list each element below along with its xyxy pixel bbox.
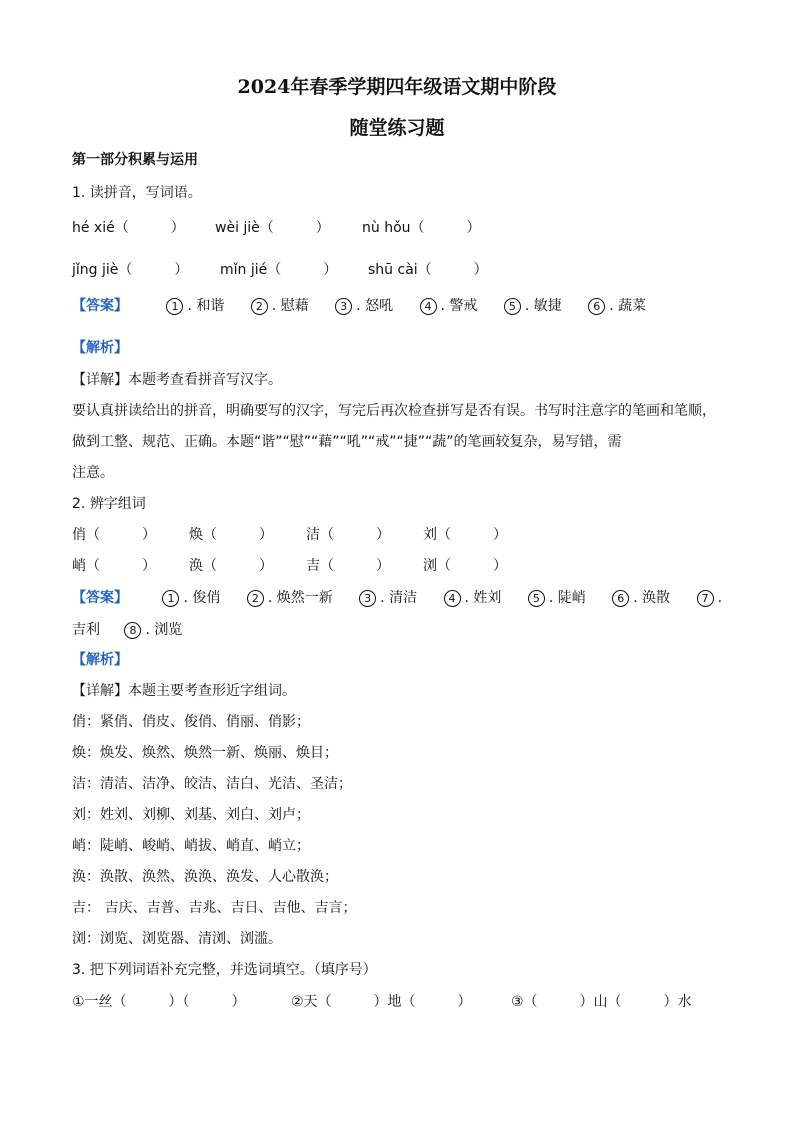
q2-item-line: 俏：紧俏、俏皮、俊俏、俏丽、俏影；: [72, 714, 310, 730]
q2-answer-line-cont: [72, 620, 182, 640]
analysis-tag: 【解析】: [72, 652, 128, 668]
q2-item-line: 吉： 吉庆、吉普、吉兆、吉日、吉他、吉言；: [72, 900, 357, 916]
q2-item-line: 峭：陡峭、峻峭、峭拔、峭直、峭立；: [72, 838, 310, 854]
q2-row-2: [72, 556, 507, 576]
q2-item-line: 浏：浏览、浏览器、清浏、浏滥。: [72, 931, 282, 947]
q1-detail: 【详解】本题考查看拼音写汉字。: [72, 372, 282, 388]
q1-item: shū cài（ ）: [368, 262, 488, 278]
q1-pinyin-row-1: [72, 218, 481, 238]
answer-item: 5 . 敏捷: [504, 298, 562, 314]
answer-item: 2 . 慰藉: [251, 298, 309, 314]
q1-item: jǐng jiè（ ）: [72, 262, 189, 278]
q2-item: 刘（ ）: [423, 527, 507, 543]
answer-item: 8 . 浏览: [124, 622, 182, 638]
q1-item: mǐn jié（ ）: [220, 262, 338, 278]
answer-item: 5 . 陡峭: [528, 590, 586, 606]
answer-tag: 【答案】: [72, 590, 128, 606]
q2-answer-line: [72, 588, 722, 608]
answer-tag: 【答案】: [72, 298, 128, 314]
q1-pinyin-row-2: [72, 260, 488, 280]
q2-detail: 【详解】本题主要考查形近字组词。: [72, 683, 296, 699]
q1-explain-2: 做到工整、规范、正确。本题“谐”“慰”“藉”“吼”“戒”“捷”“蔬”的笔画较复杂，易写错，需: [72, 434, 622, 450]
q1-item: nù hǒu（ ）: [362, 220, 481, 236]
q3-item: ①一丝（ ）（ ）: [72, 994, 246, 1010]
answer-item: 4 . 姓刘: [444, 590, 502, 606]
answer-item: 4 . 警戒: [420, 298, 478, 314]
q1-explain-3: 注意。: [72, 465, 114, 481]
answer-item: 6 . 蔬菜: [588, 298, 646, 314]
q3-item: ②天（ ）地（ ）: [291, 994, 472, 1010]
answer-item: 1 . 俊俏: [162, 590, 220, 606]
answer-item: 2 . 焕然一新: [247, 590, 333, 606]
q2-item: 涣（ ）: [189, 558, 273, 574]
answer-item: 3 . 怒吼: [335, 298, 393, 314]
q3-prompt: 3. 把下列词语补充完整，并选词填空。（填序号）: [72, 962, 377, 978]
q2-item-line: 涣：涣散、涣然、涣涣、涣发、人心散涣；: [72, 869, 338, 885]
q3-row: [72, 992, 692, 1012]
answer-item: 3 . 清洁: [359, 590, 417, 606]
q1-item: wèi jiè（ ）: [215, 220, 330, 236]
q1-answer-line: [72, 296, 646, 316]
q3-item: ③（ ）山（ ）水: [511, 994, 692, 1010]
answer-item: 6 . 涣散: [612, 590, 670, 606]
q2-item: 吉（ ）: [306, 558, 390, 574]
answer-item-7-cont: 吉利: [72, 622, 100, 638]
q2-item: 洁（ ）: [306, 527, 390, 543]
section-heading: 第一部分积累与运用: [72, 152, 198, 168]
q2-item: 焕（ ）: [189, 527, 273, 543]
answer-item: 7 .: [697, 590, 722, 606]
answer-item: 1 . 和谐: [166, 298, 224, 314]
q1-explain-1: 要认真拼读给出的拼音，明确要写的汉字，写完后再次检查拼写是否有误。书写时注意字的笔画和笔顺，: [72, 403, 716, 419]
q2-prompt: 2. 辨字组词: [72, 496, 146, 512]
title-line-1: 2024年春季学期四年级语文期中阶段: [237, 76, 557, 98]
q2-row-1: [72, 525, 507, 545]
q2-item: 浏（ ）: [423, 558, 507, 574]
q1-prompt: 1. 读拼音，写词语。: [72, 185, 202, 201]
q2-item-line: 洁：清洁、洁净、皎洁、洁白、光洁、圣洁；: [72, 776, 352, 792]
q2-item: 俏（ ）: [72, 527, 156, 543]
q2-item-line: 刘：姓刘、刘柳、刘基、刘白、刘卢；: [72, 807, 310, 823]
q1-item: hé xié（ ）: [72, 220, 185, 236]
q2-item: 峭（ ）: [72, 558, 156, 574]
analysis-tag: 【解析】: [72, 340, 128, 356]
title-line-2: 随堂练习题: [349, 117, 445, 139]
q2-item-line: 焕：焕发、焕然、焕然一新、焕丽、焕目；: [72, 745, 338, 761]
